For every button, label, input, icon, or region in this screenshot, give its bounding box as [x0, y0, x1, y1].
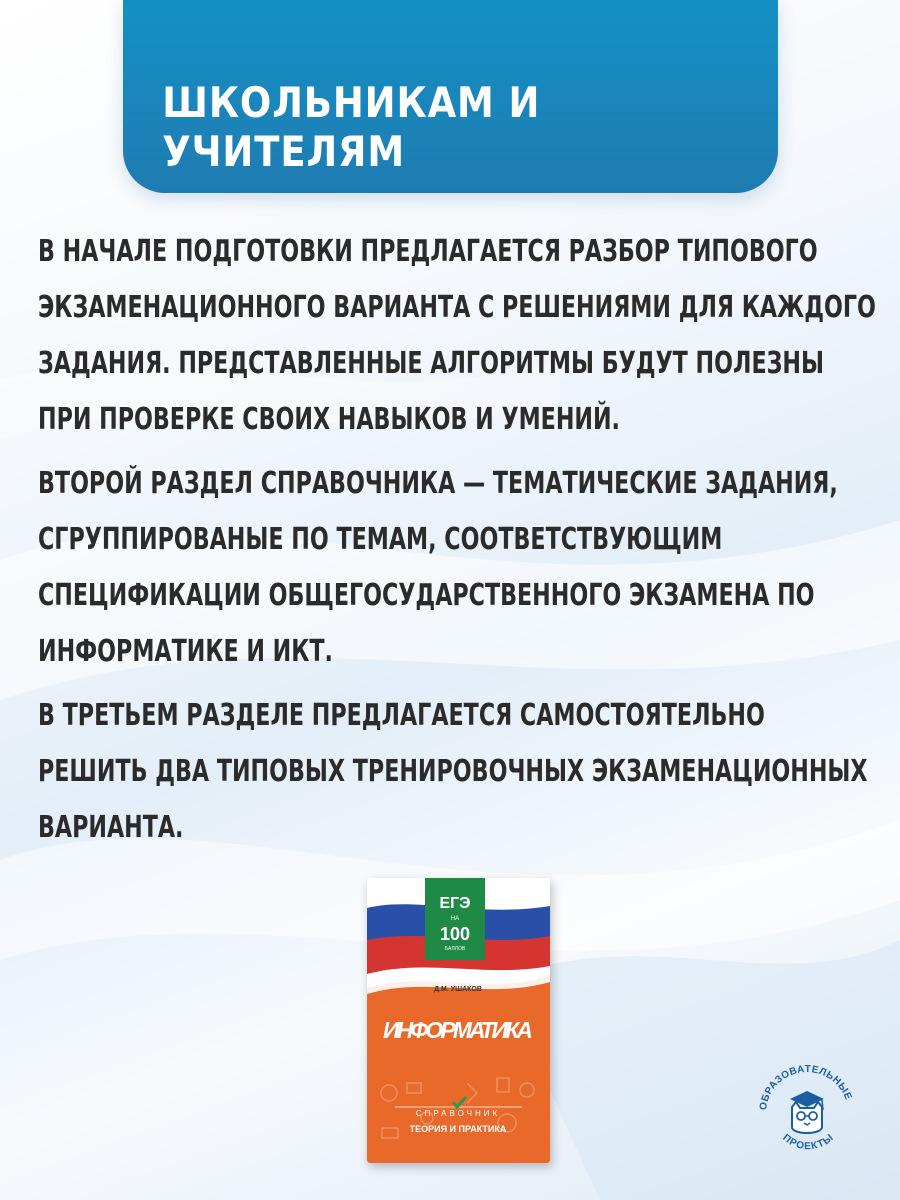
publisher-logo [752, 1055, 862, 1165]
paragraph-2: ВТОРОЙ РАЗДЕЛ СПРАВОЧНИКА — ТЕМАТИЧЕСКИЕ ЗАДАНИЯ, СГРУППИРОВАНЫЕ ПО ТЕМАМ, СООТВЕТСТВУЮЩИМ СПЕЦИФИКАЦИИ ОБЩЕГОСУДАРСТВЕННОГО ЭКЗАМЕНА ПО ИНФОРМАТИКЕ И ИКТ. [38, 466, 838, 669]
paragraph-1: В НАЧАЛЕ ПОДГОТОВКИ ПРЕДЛАГАЕТСЯ РАЗБОР ТИПОВОГО ЭКЗАМЕНАЦИОННОГО ВАРИАНТА С РЕШЕНИЯМИ ДЛЯ КАЖДОГО ЗАДАНИЯ. ПРЕДСТАВЛЕННЫЕ АЛГОРИТМЫ БУДУТ ПОЛЕЗНЫ ПРИ ПРОВЕРКЕ СВОИХ НАВЫКОВ И УМЕНИЙ. [38, 234, 876, 437]
owl-cap-icon [790, 1091, 824, 1133]
book-cover [367, 878, 550, 1163]
header-banner [123, 0, 778, 193]
paragraph-3: В ТРЕТЬЕМ РАЗДЕЛЕ ПРЕДЛАГАЕТСЯ САМОСТОЯТЕЛЬНО РЕШИТЬ ДВА ТИПОВЫХ ТРЕНИРОВОЧНЫХ ЭКЗАМЕНАЦИОННЫХ ВАРИАНТА. [38, 698, 868, 845]
page-title: ШКОЛЬНИКАМ И УЧИТЕЛЯМ [162, 77, 541, 176]
badge-ege: ЕГЭ [439, 895, 471, 912]
logo-bottom-text: ПРОЕКТЫ [780, 1131, 837, 1153]
logo-top-text: ОБРАЗОВАТЕЛЬНЫЕ [757, 1063, 854, 1111]
badge-na: НА [450, 916, 460, 922]
book-series: СПРАВОЧНИК [415, 1109, 501, 1118]
book-subtitle: ТЕОРИЯ И ПРАКТИКА [409, 1124, 507, 1134]
badge-bottom: БАЛЛОВ [444, 946, 466, 952]
description-text [38, 224, 883, 864]
book-title: ИНФОРМАТИКА [383, 1017, 533, 1043]
book-author: Д.М. УШАКОВ [434, 986, 482, 993]
svg-text:ПРОЕКТЫ [780, 1132, 836, 1152]
badge-score: 100 [439, 924, 471, 944]
